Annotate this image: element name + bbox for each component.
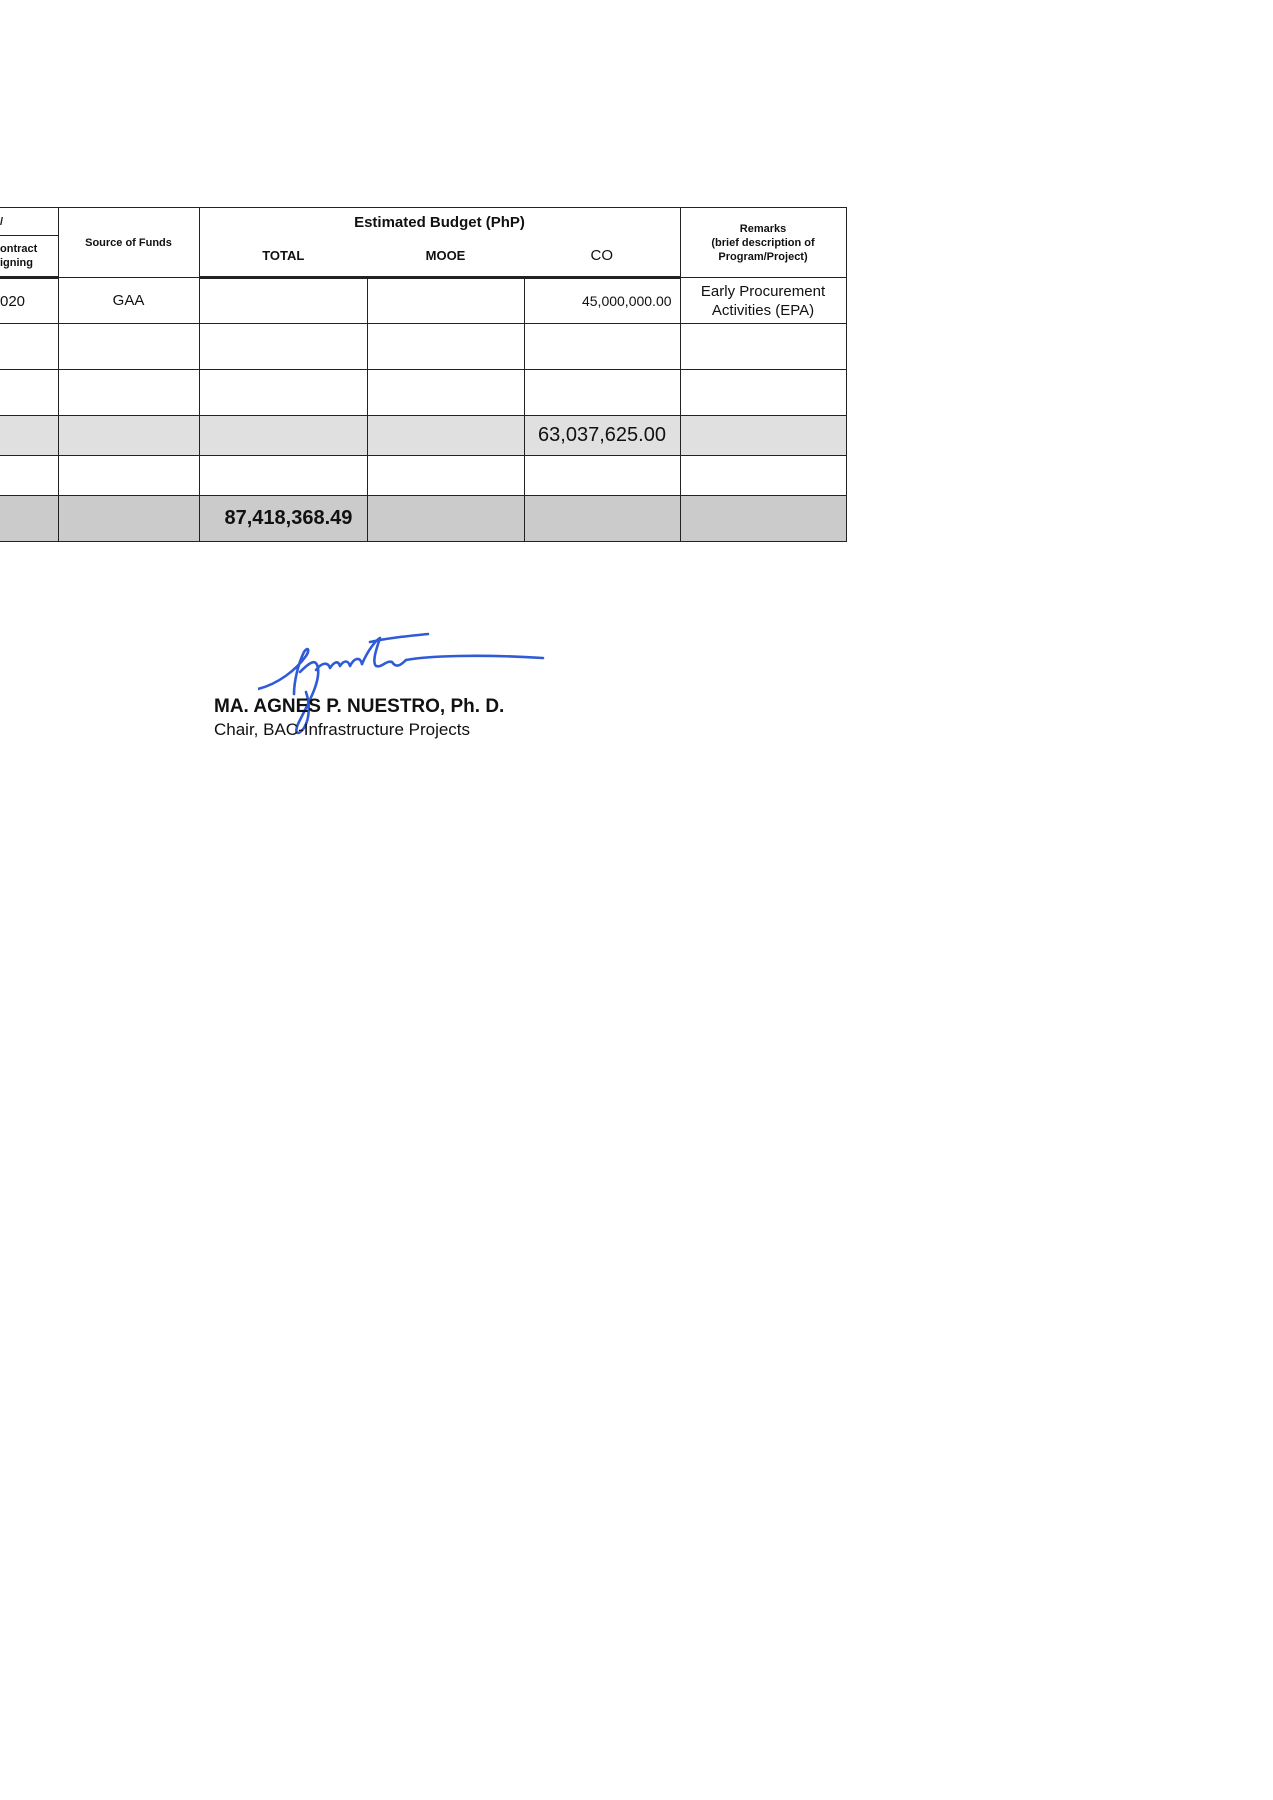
- total-header: TOTAL: [199, 236, 367, 278]
- co-header: CO: [524, 236, 680, 278]
- table-row: [0, 456, 846, 496]
- cutoff-column-header-top: /: [0, 208, 58, 236]
- estimated-budget-header: Estimated Budget (PhP): [199, 208, 680, 236]
- signatory-name: MA. AGNES P. NUESTRO, Ph. D.: [214, 696, 505, 717]
- subtotal-co-value: 63,037,625.00: [524, 416, 680, 456]
- total-cell: [199, 278, 367, 324]
- signature-block: [214, 632, 654, 752]
- subtotal-row: [0, 416, 846, 456]
- cutoff-cell: 020: [0, 278, 58, 324]
- table-row: [0, 324, 846, 370]
- remarks-header: Remarks (brief description of Program/Project): [680, 208, 846, 278]
- co-cell: 45,000,000.00: [524, 278, 680, 324]
- mooe-cell: [367, 278, 524, 324]
- source-cell: GAA: [58, 278, 199, 324]
- budget-table: [0, 207, 847, 542]
- mooe-header: MOOE: [367, 236, 524, 278]
- remarks-cell: Early Procurement Activities (EPA): [680, 278, 846, 324]
- header-row-1: [0, 208, 846, 236]
- grand-total-row: [0, 496, 846, 542]
- signatory-title: Chair, BAC-Infrastructure Projects: [214, 720, 471, 739]
- table-row: [0, 370, 846, 416]
- source-of-funds-header: Source of Funds: [58, 208, 199, 278]
- cutoff-column-header-sub: ontract igning: [0, 236, 58, 278]
- grand-total-value: 87,418,368.49: [199, 496, 367, 542]
- table-row: [0, 278, 846, 324]
